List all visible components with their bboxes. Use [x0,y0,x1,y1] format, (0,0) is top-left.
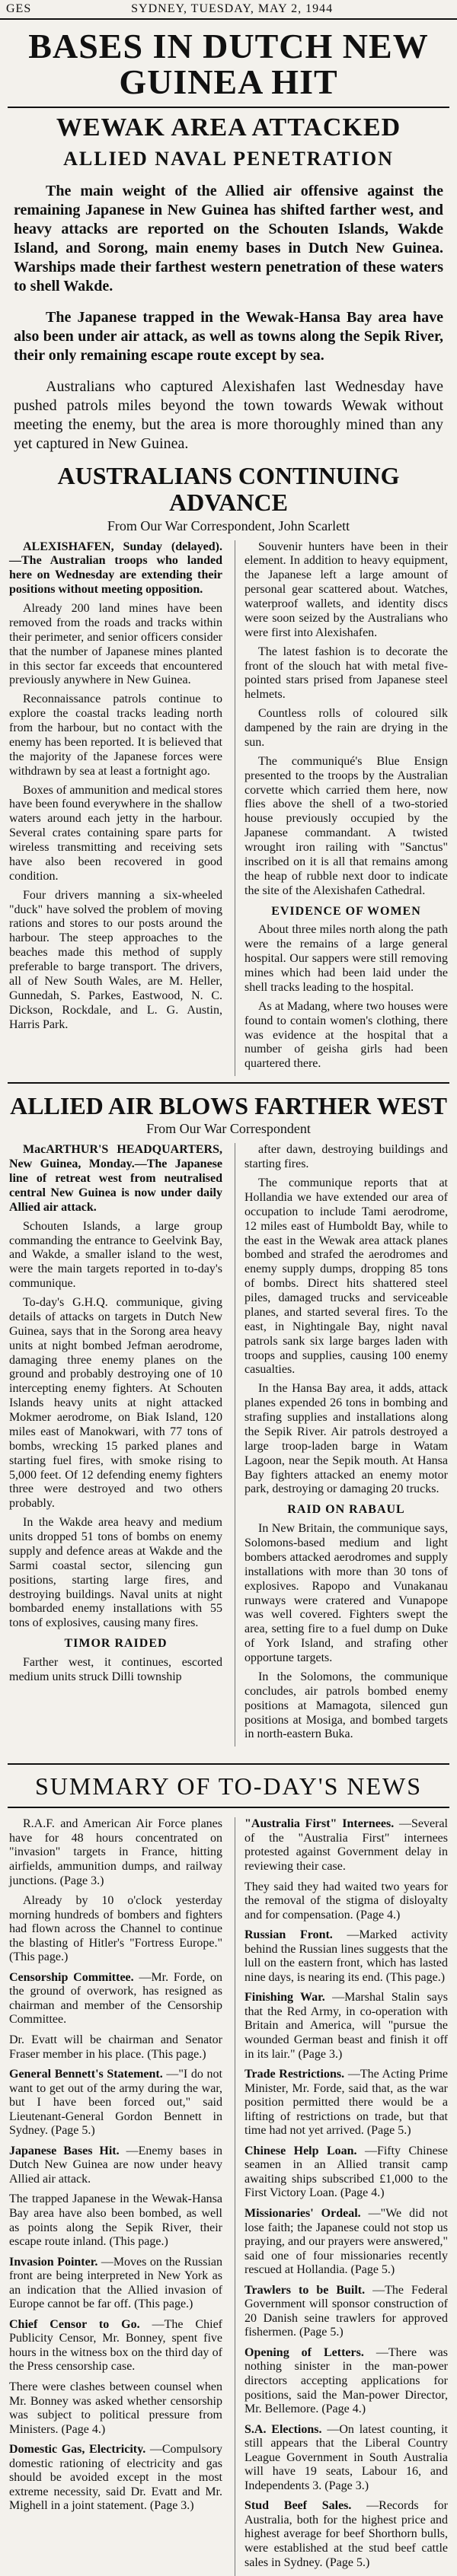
article1-paragraph: ALEXISHAFEN, Sunday (delayed).—The Australian troops who landed here on Wednesday are extending their positions without meeting opposition. [9,540,222,597]
masthead-date: SYDNEY, TUESDAY, MAY 2, 1944 [131,2,334,15]
article2-paragraph: The communique reports that at Hollandia we have extended our area of occupation to include Tami aerodrome, 12 miles east of Humboldt Bay, while to the east in the Wewak area attack planes bombed and strafed the aerodromes and enemy supply dumps, dropping 85 tons of bombs. Direct hits shattered steel piles, damaged trucks and serviceable planes, and started several fires. To the east, in Nightingale Bay, night naval patrols sank six large barges laden with troops and supplies, causing 100 enemy casualties. [244,1177,448,1377]
main-headline: BASES IN DUTCH NEW GUINEA HIT [28,27,429,101]
article2-paragraph: In the Hansa Bay area, it adds, attack planes expended 26 tons in bombing and strafing supplies and installations along the Sepik River. Air patrols destroyed a large troop-laden barge in Watam Lagoon, near the Sepik mouth. At Hansa Bay fighters attacked an enemy motor park, destroying or damaging 20 trucks. [244,1382,448,1496]
summary-item: Domestic Gas, Electricity. —Compulsory domestic rationing of electricity and gas should be avoided except in the most extreme necessity, said Dr. Evatt and Mr. Mighell in a joint statement. (Page 3.) [9,2443,222,2513]
article1-paragraph: Four drivers manning a six-wheeled "duck" have solved the problem of moving rations and stores to our posts around the harbour. The steep approaches to the beaches made this method of supply preferable to barge transport. The drivers, all of New South Wales, are M. Heller, Gunnedah, S. Parkes, Eastwood, N. C. Dickson, Rockdale, and L. G. Austin, Harris Park. [9,888,222,1031]
article1-paragraph: The communiqué's Blue Ensign presented to the troops by the Australian corvette which carried them here, now flies above the shell of a two-storied house previously occupied by the Japanese commandant. A twisted wrought iron railing with "Sanctus" inscribed on it is all that remains among the heap of rubble next door to indicate the site of the Alexishafen Cathedral. [244,754,448,897]
summary-item: General Bennett's Statement. —"I do not want to get out of the army during the war, but I have been forced out," said Lieutenant-General Gordon Bennett in Sydney. (Page 5.) [9,2068,222,2138]
article2-subhead-rabaul: RAID ON RABAUL [287,1503,405,1517]
lead-section [14,182,443,365]
article2-left-column [9,1143,222,1747]
summary-columns [9,1817,448,2576]
article2-paragraph: In the Solomons, the communique concludes, air patrols bombed enemy positions at Mamagota, silenced gun positions at Mosiga, and bombed targets in north-eastern Buka. [244,1670,448,1741]
masthead [0,0,457,20]
article2-title: ALLIED AIR BLOWS FARTHER WEST [10,1092,447,1120]
summary-item: Missionaries' Ordeal. —"We did not lose faith; the Japanese could not stop us praying, and our prayers were answered," said one of four missionaries recently rescued at Hollandia. (Page 5.) [244,2206,448,2277]
summary-item: The trapped Japanese in the Wewak-Hansa Bay area have also been bombed, as well as points along the Sepik River, their escape route inland. (This page.) [9,2192,222,2249]
summary-item: Trawlers to be Built. —The Federal Government will sponsor construction of 20 Danish seine trawlers for approved fishermen. (Page 5.) [244,2283,448,2339]
summary-item: There were clashes between counsel when Mr. Bonney was asked whether censorship was subject to political pressure from Ministers. (Page 4.) [9,2380,222,2436]
summary-item: Japanese Bases Hit. —Enemy bases in Dutch New Guinea are now under heavy Allied air attack. [9,2144,223,2186]
article2-paragraph: MacARTHUR'S HEADQUARTERS, New Guinea, Monday.—The Japanese line of retreat west from neutralised central New Guinea is now under daily Allied air attack. [9,1143,222,1214]
article1-title: AUSTRALIANS CONTINUING ADVANCE [57,462,400,517]
article1-paragraph: The latest fashion is to decorate the front of the slouch hat with metal five-pointed stars prised from Japanese steel helmets. [244,645,448,702]
article2-paragraph: Farther west, it continues, escorted medium units struck Dilli township [9,1656,222,1683]
article1-paragraph: Reconnaissance patrols continue to explore the coastal tracks leading north from the harbour, but no contact with the enemy has been reported. It is believed that the majority of the Japanese forces were withdrawn by sea at least a fortnight ago. [9,693,222,778]
lead-paragraph-2: The Japanese trapped in the Wewak-Hansa Bay area have also been under air attack, as well as towns along the Sepik River, their only remaining escape route except by sea. [14,309,443,365]
article1-paragraph: Boxes of ammunition and medical stores have been found everywhere in the shallow waters around each jetty in the harbour. Several crates containing spare parts for wireless transmitting and receiving sets have also been recovered in good condition. [9,783,222,883]
article2-columns [9,1143,448,1747]
lead-paragraph-1: The main weight of the Allied air offensive against the remaining Japanese in New Guinea has shifted farther west, and heavy attacks are reported on the Schouten Islands, Wakde Island, and Sorong, main enemy bases in Dutch New Guinea. Warships made their farthest western penetration of these waters to shell Wakde. [14,183,443,295]
article1-byline: From Our War Correspondent, John Scarlett [107,517,350,533]
summary-item: Invasion Pointer. —Moves on the Russian front are being interpreted in New York as an indication that the Allied invasion of Europe cannot be far off. (This page.) [9,2255,222,2311]
summary-item: Opening of Letters. —There was nothing sinister in the man-power directors accepting applications for positions, said the Man-power Director, Mr. Bellemore. (Page 4.) [244,2345,448,2416]
summary-item: Finishing War. —Marshal Stalin says that the Red Army, in co-operation with Britain and America, will "pursue the wounded German beast and finish it off in its lair." (Page 3.) [244,1991,448,2061]
article2-paragraph: To-day's G.H.Q. communique, giving details of attacks on targets in Dutch New Guinea, says that in the Sorong area heavy units at night bombed Jefman aerodrome, damaging three enemy planes on the ground and probably destroying one of 10 intercepting enemy fighters. At Schouten Islands heavy units at night attacked Mokmer aerodrome, on Biak Island, 120 miles east of Manokwari, with 77 tons of bombs, wrecking 15 parked planes and starting fuel fires, with smoke rising to 5,000 feet. Of 12 defending enemy fighters three were destroyed and two others probably. [9,1296,222,1511]
article2-right-column [235,1143,448,1747]
article2-subhead-timor: TIMOR RAIDED [64,1637,168,1651]
article1-subhead: EVIDENCE OF WOMEN [271,904,421,918]
masthead-left: GES [6,2,32,15]
summary-item: Stud Beef Sales. —Records for Australia, both for the highest price and highest average for beef Shorthorn bulls, were established at the stud beef cattle sales in Sydney. (Page 5.) [244,2499,448,2569]
article1-paragraph: Already 200 land mines have been removed from the roads and tracks within their perimeter, and senior officers consider that the number of Japanese mines planted in this sector far exceeds that encountered previously anywhere in New Guinea. [9,602,222,687]
article1-left-column [9,540,222,1077]
summary-right-column [235,1817,448,2576]
article1-columns [9,540,448,1077]
article2-paragraph: In New Britain, the communique says, Solomons-based medium and light bombers attacked aerodromes and supply installations with more than 30 tons of explosives. Rapopo and Vunakanau runways were cratered and Vunapope was well covered. Fighters swept the area, setting fire to a fuel dump on Duke of York Island, and strafing other opportune targets. [244,1522,448,1665]
summary-item: "Australia First" Internees. —Several of the "Australia First" internees protested against Government delay in reviewing their case. [244,1817,448,1873]
article2-paragraph: Schouten Islands, a large group commanding the entrance to Geelvink Bay, and Wakde, a smaller island to the west, were the main targets reported in to-day's communique. [9,1219,222,1291]
lead-paragraph-3: Australians who captured Alexishafen last Wednesday have pushed patrols miles beyond the town towards Wewak without meeting the enemy, but the area is more thoroughly mined than any yet captured in New Guinea. [14,378,443,453]
article1-paragraph: As at Madang, where two houses were found to contain women's clothing, there was evidence at the hospital that a number of geisha girls had been quartered there. [244,999,448,1071]
summary-item: S.A. Elections. —On latest counting, it still appears that the Liberal Country League Government in South Australia will have 19 seats, Labour 16, and Independents 3. (Page 3.) [244,2422,449,2492]
article1-paragraph: Souvenir hunters have been in their element. In addition to heavy equipment, the Japanese left a large amount of personal gear scattered about. Watches, waterproof wallets, and identity discs were soon seized by the Australians who were first into Alexishafen. [244,540,448,639]
subheadline-naval: ALLIED NAVAL PENETRATION [63,147,394,170]
summary-item: Russian Front. —Marked activity behind the Russian lines suggests that the lull on the eastern front, which has lasted nine days, is nearing its end. (This page.) [244,1928,449,1984]
summary-item: Censorship Committee. —Mr. Forde, on the ground of overwork, has resigned as chairman and member of the Censorship Committee. [9,1970,222,2027]
article2-byline: From Our War Correspondent [146,1121,311,1137]
summary-title: SUMMARY OF TO-DAY'S NEWS [8,1763,449,1808]
article1-right-column [235,540,448,1077]
summary-item: Chinese Help Loan. —Fifty Chinese seamen in an Allied transit camp awaiting ships subscribed £1,000 to the First Victory Loan. (Page 4.) [244,2144,449,2200]
article1-paragraph: Countless rolls of coloured silk dampened by the rain are drying in the sun. [244,707,448,749]
article2-paragraph: after dawn, destroying buildings and starting fires. [244,1143,448,1171]
article2-paragraph: In the Wakde area heavy and medium units dropped 51 tons of bombs on enemy supply and defence areas at Wakde and the Sarmi coastal sector, silencing gun positions, starting large fires, and destroying buildings. Naval units at night bombarded enemy installations with 55 tons of explosives, causing many fires. [9,1516,222,1630]
summary-item: Chief Censor to Go. —The Chief Publicity Censor, Mr. Bonney, spent five hours in the witness box on the third day of the Press censorship case. [9,2317,223,2374]
headline-rule-1 [8,107,449,108]
summary-item: R.A.F. and American Air Force planes have for 48 hours concentrated on "invasion" targets in France, hitting airfields, ammunition dumps, and railway junctions. (Page 3.) [9,1817,222,1887]
summary-item: Trade Restrictions. —The Acting Prime Minister, Mr. Forde, said that, as the war position permitted there would be a lifting of restrictions on trade, but that time had not yet arrived. (Page 5.) [244,2068,449,2138]
summary-left-column [9,1817,222,2576]
section-rule [8,1082,449,1084]
subheadline-wewak: WEWAK AREA ATTACKED [56,113,401,142]
article1-paragraph: About three miles north along the path were the remains of a large general hospital. Our sappers were still removing mines which had been laid under the shell tracks leading to the hospital. [244,923,448,994]
summary-item: Dr. Evatt will be chairman and Senator Fraser member in his place. (This page.) [9,2033,222,2061]
summary-item: Already by 10 o'clock yesterday morning hundreds of bombers and fighters had flown across the Channel to continue the blasting of Hitler's "Fortress Europe." (This page.) [9,1894,222,1964]
summary-item: They said they had waited two years for the removal of the stigma of disloyalty and for compensation. (Page 4.) [244,1880,448,1922]
